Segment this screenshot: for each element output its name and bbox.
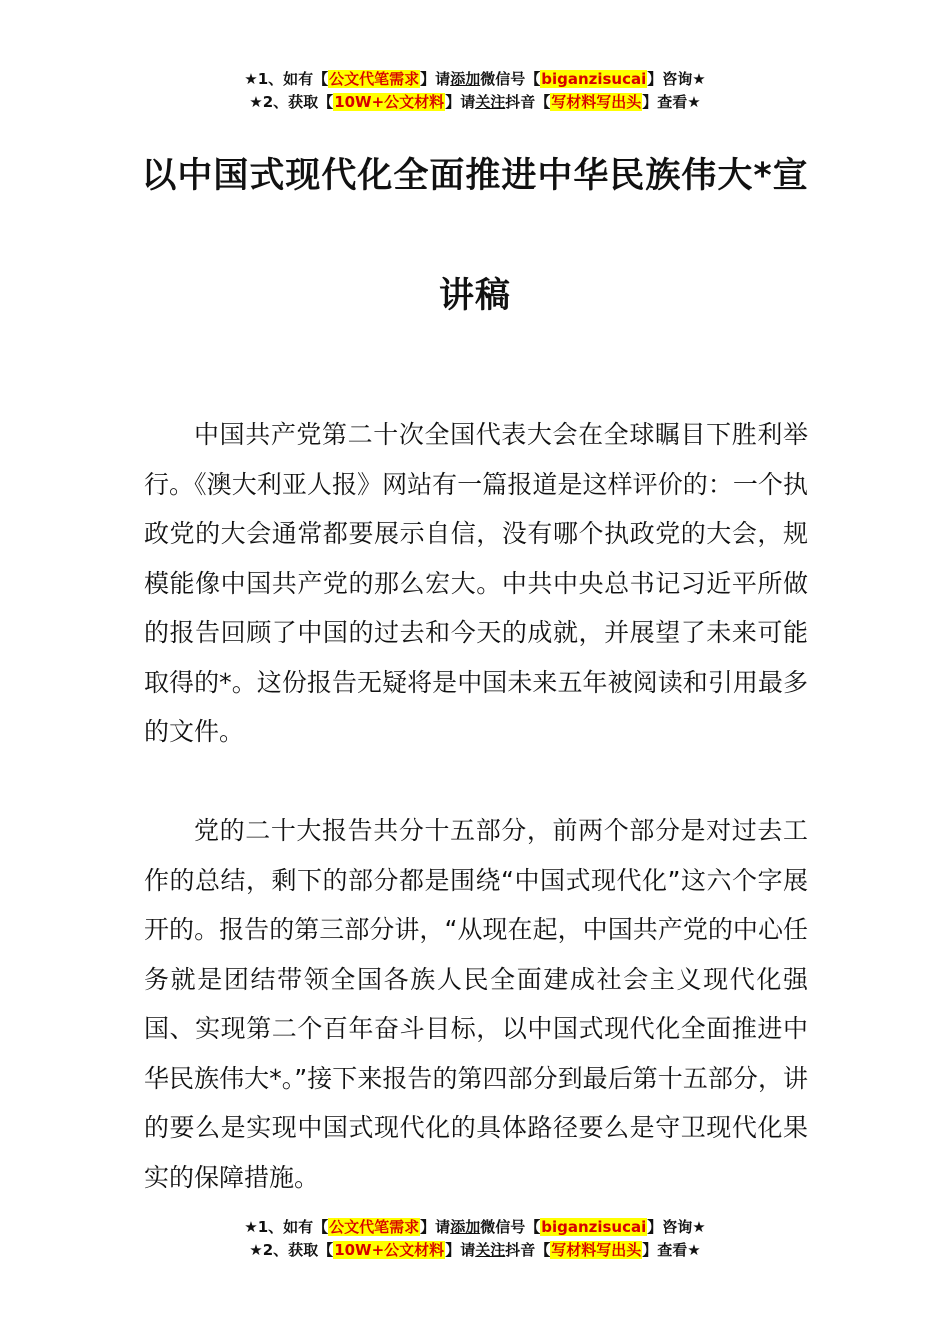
banner-line-2 (0, 91, 950, 114)
highlight-materials: 10W+公文材料 (334, 93, 445, 111)
banner-text: ★2、获取【 (249, 1241, 334, 1259)
banner-text: 】请 (420, 1218, 451, 1236)
highlight-materials: 10W+公文材料 (334, 1241, 445, 1259)
highlight-wechat-id: biganzisucai (541, 70, 647, 88)
banner-text: 】咨询★ (647, 70, 706, 88)
banner-text: ★1、如有【 (244, 70, 329, 88)
highlight-douyin-account: 写材料写出头 (551, 1241, 642, 1259)
body-paragraph-1: 中国共产党第二十次全国代表大会在全球瞩目下胜利举行。《澳大利亚人报》网站有一篇报道是这样评价的：一个执政党的大会通常都要展示自信，没有哪个执政党的大会，规模能像中国共产党的那么宏大。中共中央总书记习近平所做的报告回顾了中国的过去和今天的成就，并展望了未来可能取得的*。这份报告无疑将是中国未来五年被阅读和引用最多的文件。 (144, 420, 808, 746)
banner-text: 抖音【 (505, 1241, 551, 1259)
document-title-line-2: 讲稿 (438, 276, 511, 316)
banner-text: 抖音【 (505, 93, 551, 111)
banner-emphasis: 添加 (450, 1218, 481, 1236)
banner-emphasis: 关注 (475, 93, 506, 111)
banner-text: 】查看★ (642, 93, 701, 111)
highlight-douyin-account: 写材料写出头 (551, 93, 642, 111)
document-title-line-1: 以中国式现代化全面推进中华民族伟大*宣 (141, 156, 809, 196)
banner-text: 微信号【 (480, 1218, 541, 1236)
banner-text: ★2、获取【 (249, 93, 334, 111)
highlight-service: 公文代笔需求 (329, 70, 420, 88)
banner-text: 】请 (445, 93, 476, 111)
highlight-service: 公文代笔需求 (329, 1218, 420, 1236)
banner-text: 】咨询★ (647, 1218, 706, 1236)
banner-line-2 (0, 1239, 950, 1262)
banner-emphasis: 添加 (450, 70, 481, 88)
header-banner (0, 68, 950, 114)
banner-text: 】请 (420, 70, 451, 88)
highlight-wechat-id: biganzisucai (541, 1218, 647, 1236)
banner-text: 微信号【 (480, 70, 541, 88)
banner-text: 】请 (445, 1241, 476, 1259)
body-paragraph-2: 党的二十大报告共分十五部分，前两个部分是对过去工作的总结，剩下的部分都是围绕“中国式现代化”这六个字展开的。报告的第三部分讲，“从现在起，中国共产党的中心任务就是团结带领全国各族人民全面建成社会主义现代化强国、实现第二个百年奋斗目标，以中国式现代化全面推进中华民族伟大*。”接下来报告的第四部分到最后第十五部分，讲的要么是实现中国式现代化的具体路径要么是守卫现代化果实的保障措施。 (144, 816, 808, 1192)
footer-banner (0, 1216, 950, 1262)
banner-line-1 (0, 68, 950, 91)
banner-text: 】查看★ (642, 1241, 701, 1259)
banner-text: ★1、如有【 (244, 1218, 329, 1236)
banner-emphasis: 关注 (475, 1241, 506, 1259)
banner-line-1 (0, 1216, 950, 1239)
